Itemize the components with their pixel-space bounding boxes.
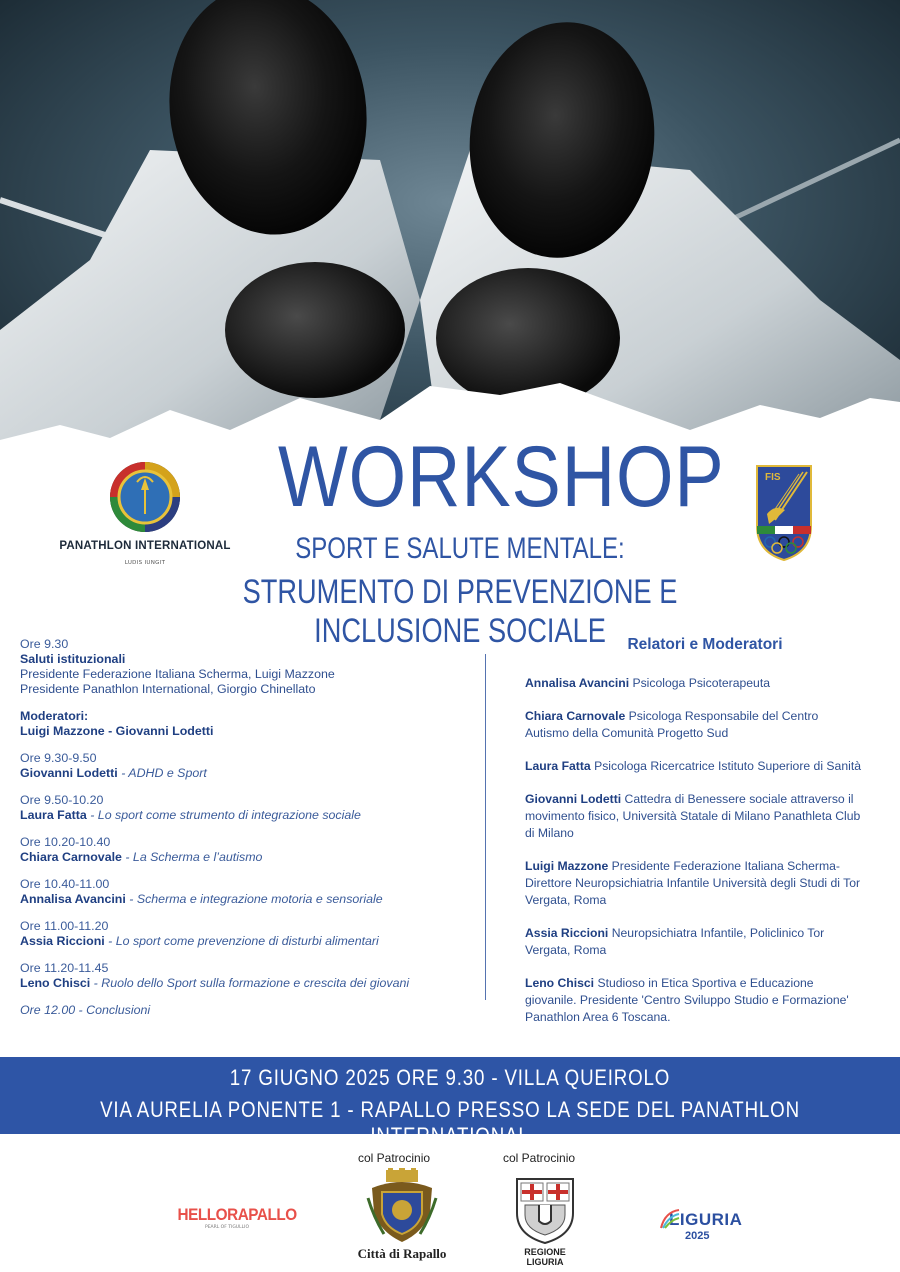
programme-time: Ore 10.20-10.40 xyxy=(20,835,111,849)
regione-liguria-caption: REGIONE LIGURIA xyxy=(524,1247,566,1267)
speaker-role: Neuropsichiatra Infantile, Policlinico Tor Vergata, Roma xyxy=(525,926,825,957)
regione-liguria-logo xyxy=(505,1175,585,1267)
programme-item xyxy=(20,877,465,907)
column-divider xyxy=(485,654,486,1000)
programme-item xyxy=(20,961,465,991)
programme-item xyxy=(20,637,465,697)
regione-liguria-shield-icon xyxy=(513,1175,577,1245)
speaker-item xyxy=(525,708,865,742)
programme-title: Saluti istituzionali xyxy=(20,652,126,666)
subtitle-line-1: SPORT E SALUTE MENTALE: xyxy=(295,532,625,565)
fis-logo xyxy=(755,464,813,566)
programme-speaker: Chiara Carnovale xyxy=(20,850,122,864)
programme-time: Ore 9.30-9.50 xyxy=(20,751,97,765)
workshop-title: WORKSHOP xyxy=(278,429,725,525)
panathlon-name: PANATHLON INTERNATIONAL xyxy=(59,540,231,552)
speaker-item xyxy=(525,925,865,959)
programme-item xyxy=(20,1003,465,1018)
programme-topic: - Lo sport come strumento di integrazione sociale xyxy=(86,808,361,822)
rapallo-coat-of-arms-icon xyxy=(364,1168,440,1244)
hello-rapallo-wordmark: HELLORAPALLO xyxy=(177,1205,297,1224)
programme-item xyxy=(20,793,465,823)
subtitle-line-2: STRUMENTO DI PREVENZIONE E INCLUSIONE SOCIALE xyxy=(242,573,678,650)
patrocinio-label-2: col Patrocinio xyxy=(503,1151,576,1165)
speaker-item xyxy=(525,791,865,842)
panathlon-logo xyxy=(50,460,240,566)
programme-speaker: Assia Riccioni xyxy=(20,934,105,948)
programme-time: Ore 11.00-11.20 xyxy=(20,919,109,933)
speaker-role: Studioso in Etica Sportiva e Educazione giovanile. Presidente 'Centro Sviluppo Studio e Formazione' Panathlon Area 6 Toscana. xyxy=(525,976,849,1024)
programme-speaker: Laura Fatta xyxy=(20,808,87,822)
panathlon-motto: LUDIS IUNGIT xyxy=(124,560,166,566)
event-address: VIA AURELIA PONENTE 1 - RAPALLO PRESSO LA SEDE DEL PANATHLON INTERNATIONAL xyxy=(100,1097,800,1148)
panathlon-emblem-icon xyxy=(108,460,182,534)
speakers-list xyxy=(525,636,865,1042)
moderators-names: Luigi Mazzone - Giovanni Lodetti xyxy=(20,724,214,738)
speaker-item xyxy=(525,675,865,692)
moderators-label: Moderatori: xyxy=(20,709,89,723)
programme-time: Ore 11.20-11.45 xyxy=(20,961,109,975)
speaker-item xyxy=(525,758,865,775)
hello-rapallo-tagline: PEARL OF TIGULLIO xyxy=(204,1225,249,1230)
programme-list xyxy=(20,637,465,1030)
speaker-role: Psicologa Responsabile del Centro Autismo della Comunità Progetto Sud xyxy=(525,709,819,740)
patrocinio-label-1: col Patrocinio xyxy=(358,1151,431,1165)
speaker-name: Luigi Mazzone xyxy=(525,859,609,873)
programme-line: Presidente Panathlon International, Giorgio Chinellato xyxy=(20,682,316,696)
programme-item xyxy=(20,751,465,781)
speaker-name: Annalisa Avancini xyxy=(525,676,630,690)
programme-time: Ore 9.50-10.20 xyxy=(20,793,104,807)
liguria-wordmark: LIGURIA xyxy=(669,1210,743,1229)
programme-item xyxy=(20,835,465,865)
citta-rapallo-logo xyxy=(352,1168,452,1262)
speaker-role: Presidente Federazione Italiana Scherma- Direttore Neuropsichiatria Infantile Università degli Studi di Tor Vergata, Roma xyxy=(525,859,861,907)
citta-rapallo-caption: Città di Rapallo xyxy=(357,1246,447,1261)
speaker-role: Psicologa Ricercatrice Istituto Superiore di Sanità xyxy=(590,759,861,773)
fencers-illustration xyxy=(0,0,900,450)
speaker-role: Cattedra di Benessere sociale attraverso il movimento fisico, Università Statale di Milano Panathleta Club di Milano xyxy=(525,792,861,840)
speakers-heading: Relatori e Moderatori xyxy=(627,636,783,653)
event-banner xyxy=(0,1057,900,1148)
fis-label: FIS xyxy=(765,472,781,483)
programme-speaker: Annalisa Avancini xyxy=(20,892,126,906)
programme-item xyxy=(20,709,465,739)
programme-topic: - Lo sport come prevenzione di disturbi alimentari xyxy=(104,934,379,948)
liguria-2025-logo xyxy=(655,1210,755,1242)
programme-item xyxy=(20,919,465,949)
programme-time: Ore 10.40-11.00 xyxy=(20,877,110,891)
programme-speaker: Leno Chisci xyxy=(20,976,91,990)
programme-time: Ore 9.30 xyxy=(20,637,69,651)
programme-topic: - ADHD e Sport xyxy=(117,766,207,780)
liguria-swirl-icon xyxy=(659,1208,681,1230)
speaker-name: Giovanni Lodetti xyxy=(525,792,622,806)
programme-closing: Ore 12.00 - Conclusioni xyxy=(20,1003,151,1017)
fis-shield-icon xyxy=(755,464,813,562)
hero-photo xyxy=(0,0,900,450)
programme-speaker: Giovanni Lodetti xyxy=(20,766,118,780)
programme-topic: - La Scherma e l’autismo xyxy=(121,850,263,864)
programme-line: Presidente Federazione Italiana Scherma, Luigi Mazzone xyxy=(20,667,335,681)
liguria-year: 2025 xyxy=(685,1230,710,1242)
hello-rapallo-logo xyxy=(172,1205,297,1230)
event-date-venue: 17 GIUGNO 2025 ORE 9.30 - VILLA QUEIROLO xyxy=(229,1065,671,1090)
speaker-name: Laura Fatta xyxy=(525,759,591,773)
speaker-role: Psicologa Psicoterapeuta xyxy=(629,676,770,690)
programme-topic: - Ruolo dello Sport sulla formazione e crescita dei giovani xyxy=(90,976,410,990)
programme-topic: - Scherma e integrazione motoria e sensoriale xyxy=(125,892,383,906)
speaker-name: Assia Riccioni xyxy=(525,926,609,940)
speaker-item xyxy=(525,975,865,1026)
speaker-name: Leno Chisci xyxy=(525,976,595,990)
speaker-name: Chiara Carnovale xyxy=(525,709,626,723)
speaker-item xyxy=(525,858,865,909)
